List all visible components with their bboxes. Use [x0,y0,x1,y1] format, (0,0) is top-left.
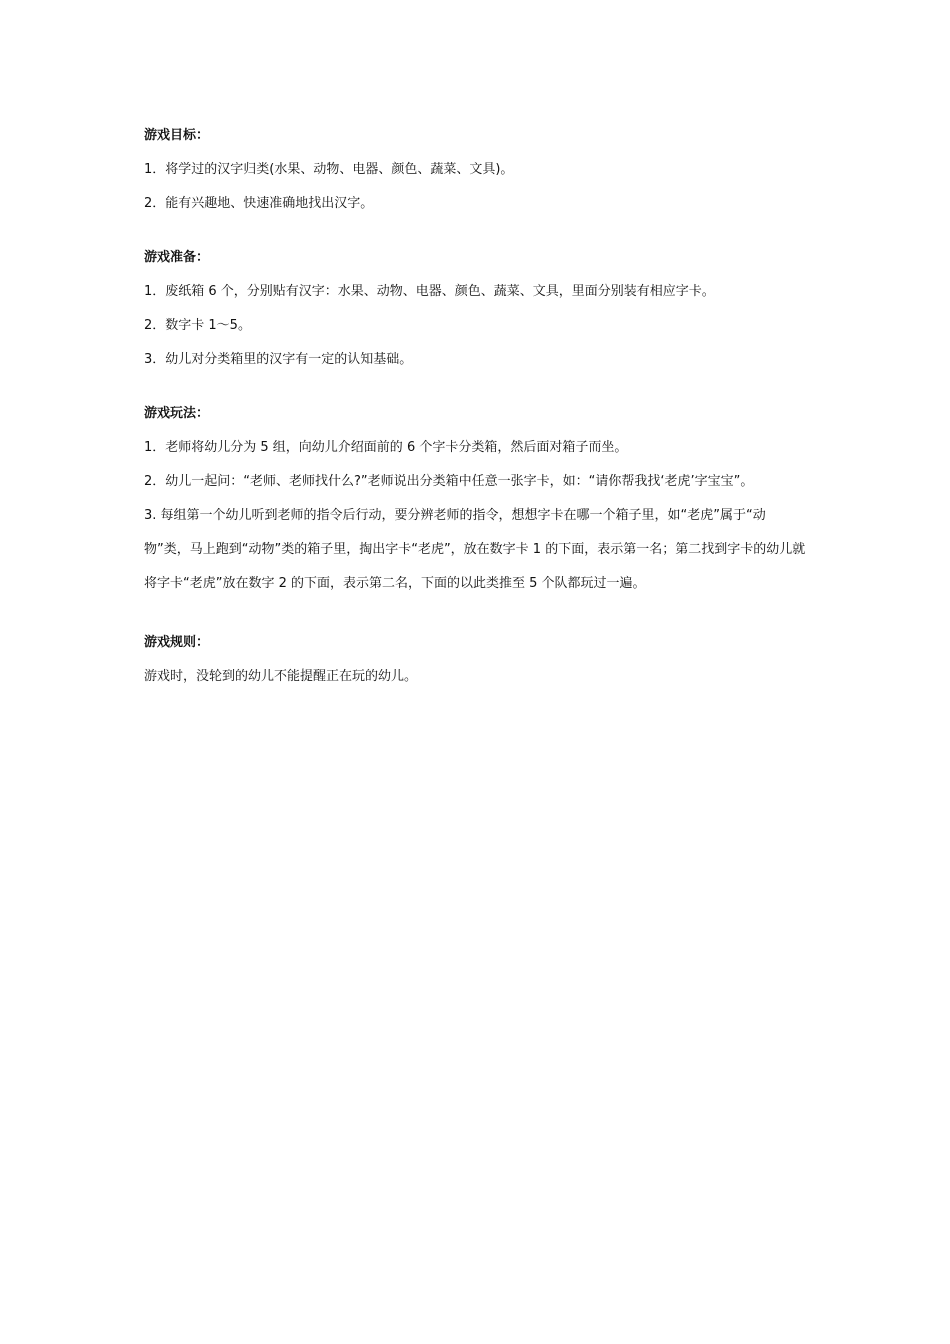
list-item: 2．幼儿一起问：“老师、老师找什么?”老师说出分类箱中任意一张字卡，如：“请你帮我找‘老虎’字宝宝”。 [144,474,754,489]
list-item: 1．废纸箱 6 个，分别贴有汉字：水果、动物、电器、颜色、蔬菜、文具，里面分别装有相应字卡。 [144,284,715,299]
section-spacer [144,371,808,402]
section-game-play [144,402,808,601]
document-body [144,124,808,688]
section-game-rules [144,631,808,688]
list-item: 3．幼儿对分类箱里的汉字有一定的认知基础。 [144,352,413,367]
section-heading: 游戏准备： [144,250,210,265]
list-item: 3. 每组第一个幼儿听到老师的指令后行动，要分辨老师的指令，想想字卡在哪一个箱子里，如“老虎”属于“动物”类，马上跑到“动物”类的箱子里，掏出字卡“老虎”，放在数字卡 1 的下面，表示第一名；第二找到字卡的幼儿就将字卡“老虎”放在数字 2 的下面，表示第二名，下面的以此类推至 5 个队都玩过一遍。 [144,508,806,591]
section-spacer [144,215,808,246]
section-heading: 游戏目标： [144,128,210,143]
section-game-preparation [144,246,808,371]
list-item: 1．将学过的汉字归类(水果、动物、电器、颜色、蔬菜、文具)。 [144,162,514,177]
section-spacer [144,601,808,631]
section-heading: 游戏玩法： [144,406,210,421]
list-item: 游戏时，没轮到的幼儿不能提醒正在玩的幼儿。 [144,669,418,684]
section-heading: 游戏规则： [144,635,210,650]
list-item: 2．数字卡 1～5。 [144,318,251,333]
list-item: 1．老师将幼儿分为 5 组，向幼儿介绍面前的 6 个字卡分类箱，然后面对箱子而坐。 [144,440,628,455]
list-item: 2．能有兴趣地、快速准确地找出汉字。 [144,196,374,211]
section-game-goals [144,124,808,215]
